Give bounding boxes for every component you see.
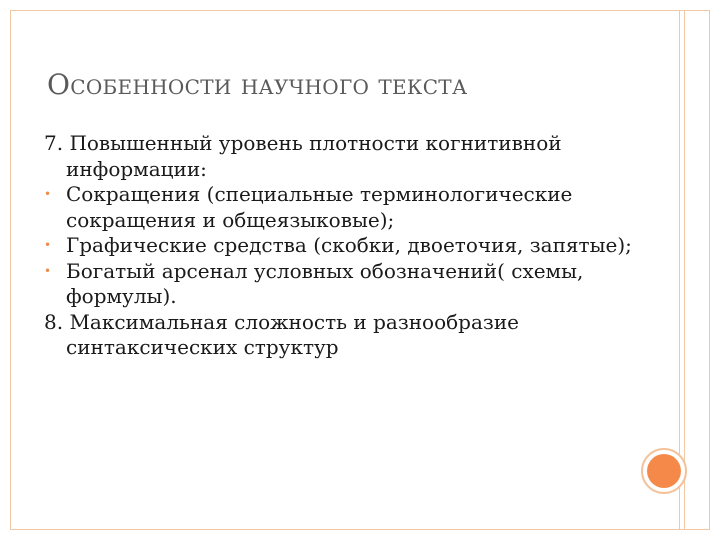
bullet-icon: •: [44, 238, 52, 252]
bullet-icon: •: [44, 263, 52, 278]
bullet-item: [44, 182, 644, 233]
bullet-text: Богатый арсенал условных обозначений( схемы, формулы).: [66, 258, 584, 308]
numbered-item: 7. Повышенный уровень плотности когнитивной информации:: [44, 131, 562, 181]
decorative-circle: [641, 448, 687, 494]
side-line: [684, 10, 685, 530]
bullet-icon: •: [44, 187, 52, 201]
slide-body: [44, 131, 644, 361]
numbered-item: 8. Максимальная сложность и разнообразие синтаксических структур: [44, 309, 519, 359]
bullet-item: [44, 259, 644, 310]
bullet-text: Сокращения (специальные терминологические сокращения и общеязыковые);: [66, 182, 573, 232]
slide-title: Особенности научного текста: [47, 68, 468, 101]
bullet-text: Графические средства (скобки, двоеточия, запятые);: [66, 233, 632, 257]
bullet-item: [44, 233, 644, 259]
side-line: [679, 10, 680, 530]
